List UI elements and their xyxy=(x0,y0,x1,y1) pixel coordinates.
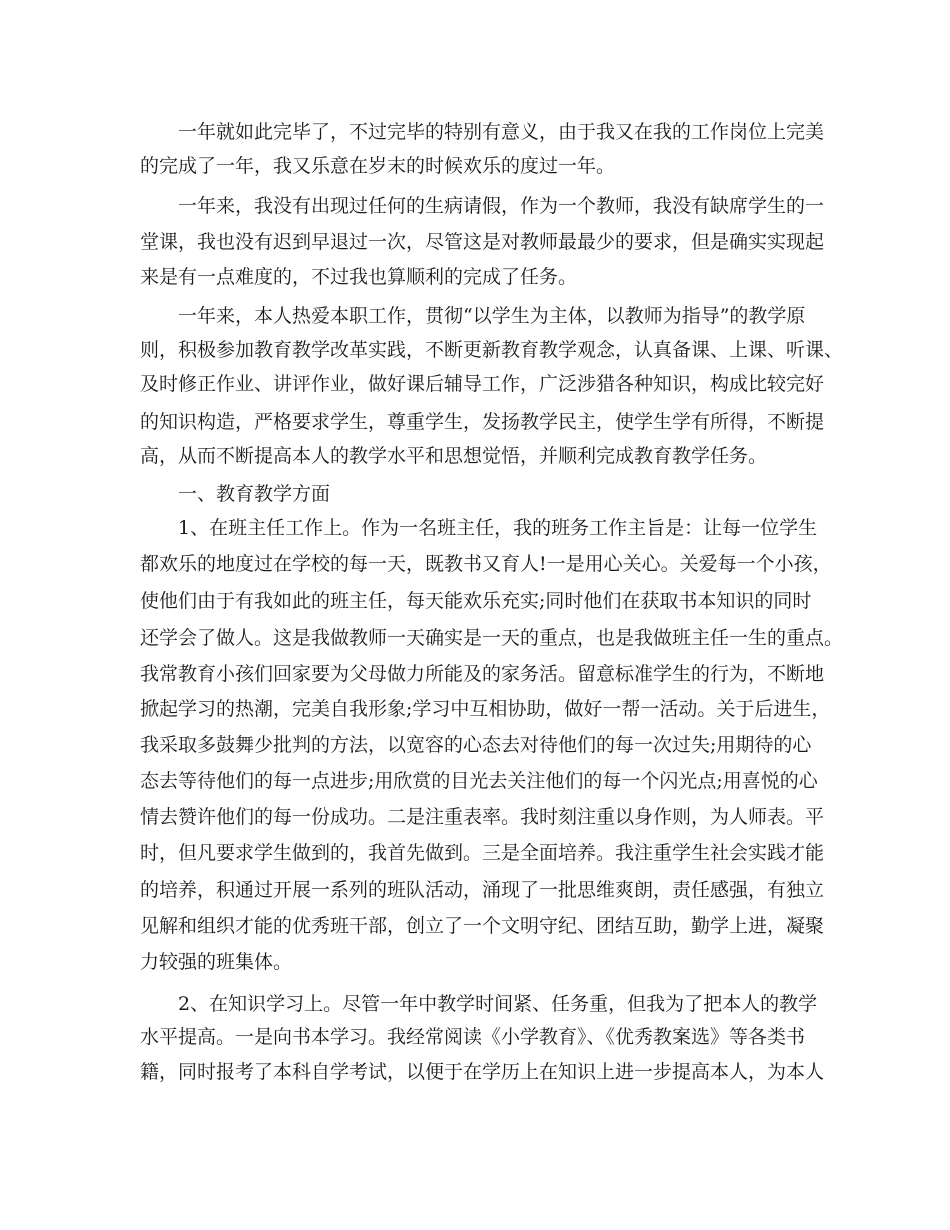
text-line: 及时修正作业、讲评作业，做好课后辅导工作，广泛涉猎各种知识，构成比较完好 xyxy=(140,373,825,395)
text-line: 时，但凡要求学生做到的，我首先做到。三是全面培养。我注重学生社会实践才能 xyxy=(140,842,825,864)
text-line: 来是有一点难度的，不过我也算顺利的完成了任务。 xyxy=(140,266,578,288)
text-line: 一年就如此完毕了，不过完毕的特别有意义，由于我又在我的工作岗位上完美 xyxy=(178,121,825,143)
text-line: 情去赞许他们的每一份成功。二是注重表率。我时刻注重以身作则，为人师表。平 xyxy=(140,806,825,828)
text-line: 使他们由于有我如此的班主任，每天能欢乐充实;同时他们在获取书本知识的同时 xyxy=(140,590,812,612)
text-line: 的知识构造，严格要求学生，尊重学生，发扬教学民主，使学生学有所得，不断提 xyxy=(140,411,825,433)
text-line: 堂课，我也没有迟到早退过一次，尽管这是对教师最最少的要求，但是确实实现起 xyxy=(140,231,825,253)
text-line: 的培养，积通过开展一系列的班队活动，涌现了一批思维爽朗，责任感强，有独立 xyxy=(140,879,825,901)
text-line: 水平提高。一是向书本学习。我经常阅读《小学教育》、《优秀教案选》等各类书 xyxy=(140,1026,806,1048)
text-line: 高，从而不断提高本人的教学水平和思想觉悟，并顺利完成教育教学任务。 xyxy=(140,445,768,467)
text-line: 籍，同时报考了本科自学考试，以便于在学历上在知识上进一步提高本人，为本人 xyxy=(140,1061,825,1083)
text-line: 我常教育小孩们回家要为父母做力所能及的家务活。留意标准学生的行为，不断地 xyxy=(140,663,825,685)
text-line: 态去等待他们的每一点进步;用欣赏的目光去关注他们的每一个闪光点;用喜悦的心 xyxy=(140,770,818,792)
text-line: 还学会了做人。这是我做教师一天确实是一天的重点，也是我做班主任一生的重点。 xyxy=(140,627,844,649)
section-heading: 一、教育教学方面 xyxy=(178,483,331,505)
text-line: 一年来，本人热爱本职工作，贯彻“以学生为主体，以教师为指导”的教学原 xyxy=(178,305,806,327)
text-line: 一年来，我没有出现过任何的生病请假，作为一个教师，我没有缺席学生的一 xyxy=(178,195,825,217)
text-line: 的完成了一年，我又乐意在岁末的时候欢乐的度过一年。 xyxy=(140,155,616,177)
text-line: 都欢乐的地度过在学校的每一天，既教书又育人!一是用心关心。关爱每一个小孩， xyxy=(140,553,832,575)
text-line: 力较强的班集体。 xyxy=(140,951,293,973)
text-line: 我采取多鼓舞少批判的方法，以宽容的心态去对待他们的每一次过失;用期待的心 xyxy=(140,734,812,756)
text-line: 2、在知识学习上。尽管一年中教学时间紧、任务重，但我为了把本人的教学 xyxy=(178,993,818,1015)
text-line: 掀起学习的热潮，完美自我形象;学习中互相协助，做好一帮一活动。关于后进生， xyxy=(140,698,831,720)
text-line: 则，积极参加教育教学改革实践，不断更新教育教学观念，认真备课、上课、听课、 xyxy=(140,339,844,361)
text-line: 见解和组织才能的优秀班干部，创立了一个文明守纪、团结互助，勤学上进，凝聚 xyxy=(140,915,825,937)
text-line: 1、在班主任工作上。作为一名班主任，我的班务工作主旨是：让每一位学生 xyxy=(178,517,818,539)
